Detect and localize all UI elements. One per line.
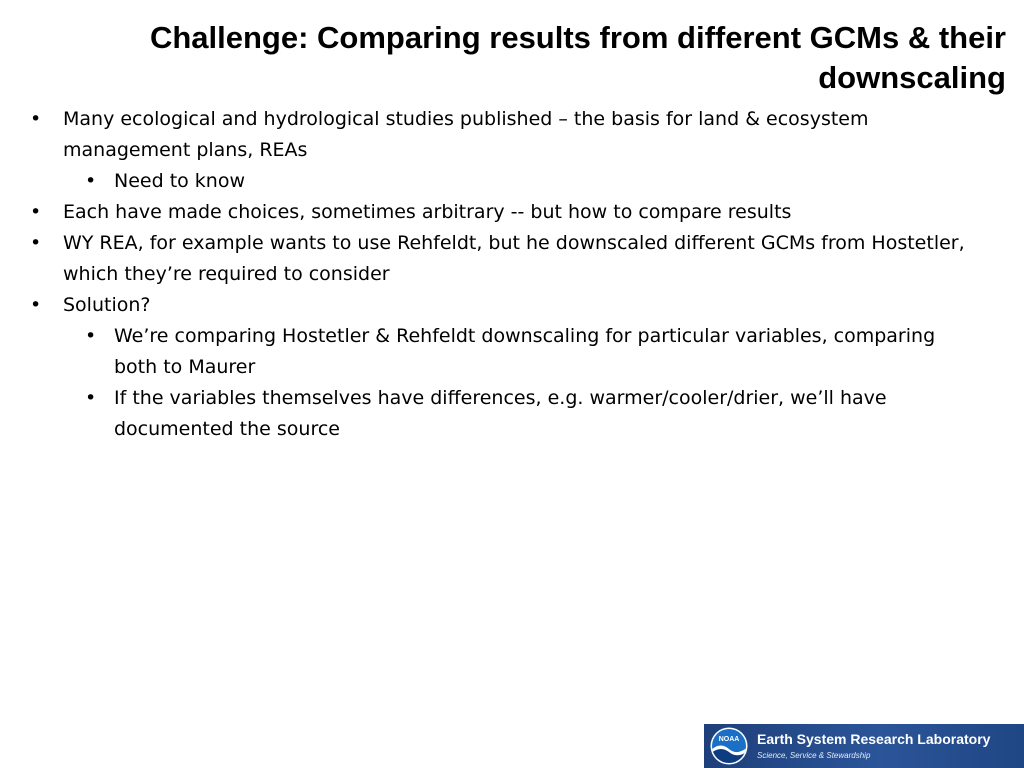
bullet-dot: • xyxy=(85,170,97,192)
bullet-dot: • xyxy=(30,232,42,254)
bullet-dot: • xyxy=(30,294,42,316)
sub-bullet-item xyxy=(30,166,980,197)
bullet-text: Need to know xyxy=(114,170,246,192)
sub-bullet-item xyxy=(30,383,980,445)
lab-name: Earth System Research Laboratory xyxy=(757,731,991,747)
bullet-dot: • xyxy=(30,201,42,223)
bullet-text: Solution? xyxy=(63,294,151,316)
bullet-item xyxy=(30,197,980,228)
bullet-text: If the variables themselves have differences, e.g. warmer/cooler/drier, we’ll have documented the source xyxy=(114,387,887,440)
esrl-footer-banner xyxy=(704,724,1024,768)
bullet-text: We’re comparing Hostetler & Rehfeldt downscaling for particular variables, comparing both to Maurer xyxy=(114,325,936,378)
bullet-dot: • xyxy=(85,325,97,347)
bullet-list xyxy=(30,104,980,445)
bullet-item xyxy=(30,104,980,166)
bullet-item xyxy=(30,290,980,321)
noaa-logo-text: NOAA xyxy=(718,736,740,743)
noaa-logo-icon xyxy=(710,727,748,765)
slide-title: Challenge: Comparing results from different GCMs & their downscaling xyxy=(149,20,1006,95)
sub-bullet-item xyxy=(30,321,980,383)
bullet-text: Many ecological and hydrological studies published – the basis for land & ecosystem management plans, REAs xyxy=(63,108,869,161)
lab-tagline: Science, Service & Stewardship xyxy=(757,751,871,760)
bullet-text: WY REA, for example wants to use Rehfeldt, but he downscaled different GCMs from Hostetler, which they’re required to consider xyxy=(63,232,965,285)
bullet-dot: • xyxy=(85,387,97,409)
bullet-text: Each have made choices, sometimes arbitrary -- but how to compare results xyxy=(63,201,792,223)
bullet-dot: • xyxy=(30,108,42,130)
bullet-item xyxy=(30,228,980,290)
